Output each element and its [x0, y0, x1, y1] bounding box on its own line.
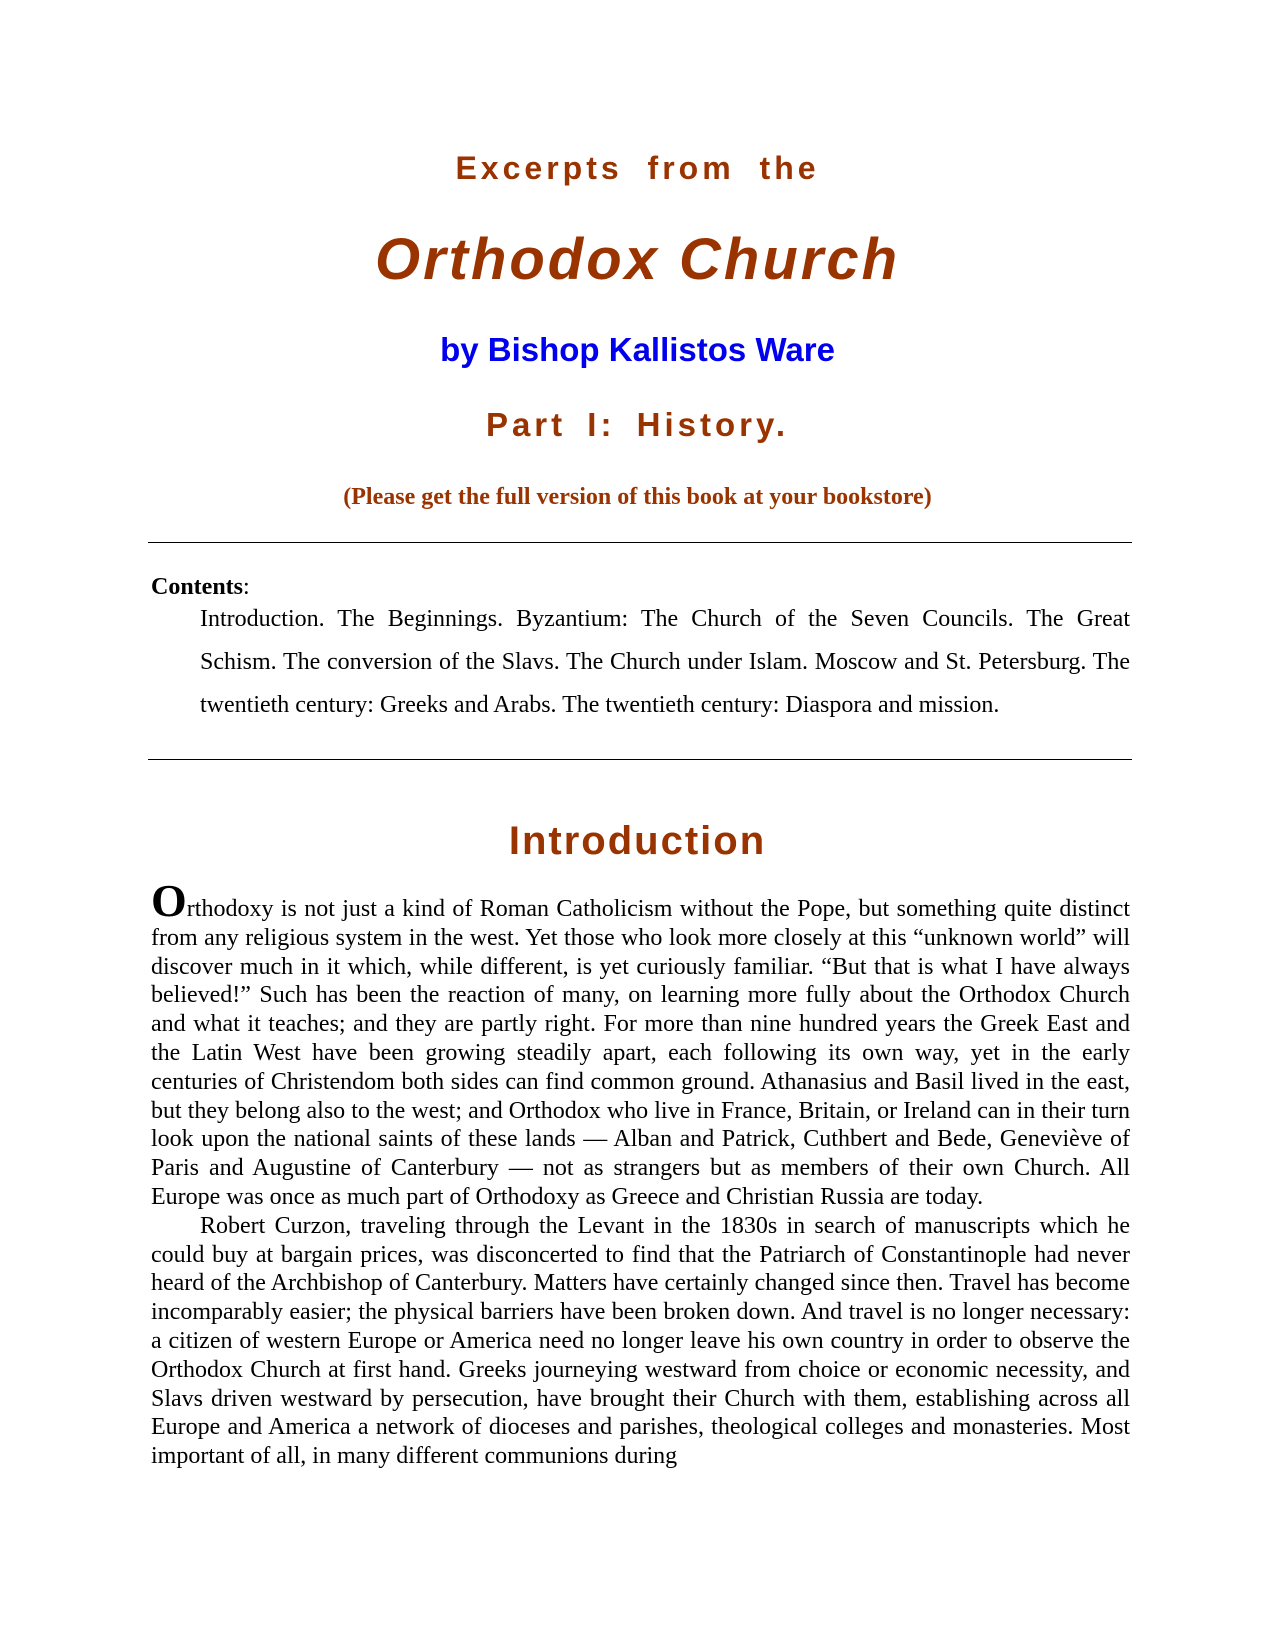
- body-text: [151, 875, 1130, 1471]
- author-line: by Bishop Kallistos Ware: [440, 331, 835, 368]
- bookstore-note: (Please get the full version of this book at your bookstore): [343, 484, 932, 510]
- paragraph-1: [151, 875, 1130, 1212]
- drop-cap: O: [151, 875, 187, 926]
- book-title: Orthodox Church: [374, 227, 901, 292]
- contents-list: Introduction. The Beginnings. Byzantium: The Church of the Seven Councils. The Great Schism. The conversion of the Slavs. The Church under Islam. Moscow and St. Petersburg. The twentieth century: Greeks and Arabs. The twentieth century: Diaspora and mission.: [200, 606, 1130, 718]
- paragraph-2: Robert Curzon, traveling through the Levant in the 1830s in search of manuscripts which he could buy at bargain prices, was disconcerted to find that the Patriarch of Constantinople had never heard of the Archbishop of Canterbury. Matters have certainly changed since then. Travel has become incomparably easier; the physical barriers have been broken down. And travel is no longer necessary: a citizen of western Europe or America need no longer leave his own country in order to observe the Orthodox Church at first hand. Greeks journeying westward from choice or economic necessity, and Slavs driven westward by persecution, have brought their Church with them, establishing across all Europe and America a network of dioceses and parishes, theological colleges and monasteries. Most important of all, in many different communions during: [151, 1212, 1130, 1470]
- part-heading: Part I: History.: [485, 406, 790, 443]
- divider-top: [148, 542, 1132, 543]
- divider-bottom: [148, 759, 1132, 760]
- contents-label-text: Contents: [151, 574, 244, 600]
- pre-title: Excerpts from the: [455, 150, 820, 186]
- section-heading: Introduction: [508, 819, 767, 863]
- paragraph-1-text: rthodoxy is not just a kind of Roman Catholicism without the Pope, but something quite distinct from any religious system in the west. Yet those who look more closely at this “unknown world” will discover much in it which, while different, is yet curiously familiar. “But that is what I have always believed!” Such has been the reaction of many, on learning more fully about the Orthodox Church and what it teaches; and they are partly right. For more than nine hundred years the Greek East and the Latin West have been growing steadily apart, each following its own way, yet in the early centuries of Christendom both sides can find common ground. Athanasius and Basil lived in the east, but they belong also to the west; and Orthodox who live in France, Britain, or Ireland can in their turn look upon the national saints of these lands — Alban and Patrick, Cuthbert and Bede, Geneviève of Paris and Augustine of Canterbury — not as strangers but as members of their own Church. All Europe was once as much part of Orthodoxy as Greece and Christian Russia are today.: [151, 896, 1130, 1210]
- contents-label-colon: :: [243, 574, 250, 600]
- contents-label: [151, 573, 250, 601]
